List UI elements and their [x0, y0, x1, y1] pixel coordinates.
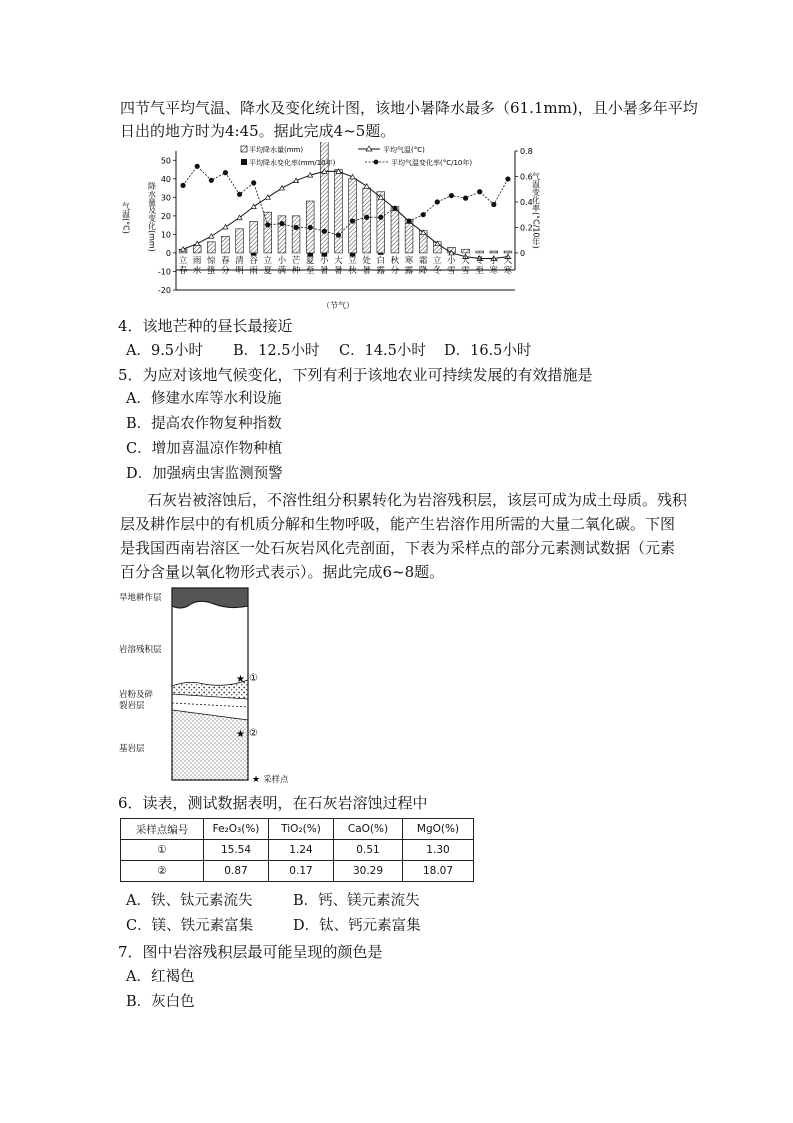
q4-option-c[interactable]: C．14.5小时 [339, 343, 426, 359]
q6-option-c[interactable]: C．镁、铁元素富集 [126, 918, 254, 934]
right-tick-label: 0.4 [520, 197, 533, 207]
rain-bar [349, 179, 357, 253]
sample-star-1: ★ [236, 674, 245, 685]
x-category-label: 小寒 [489, 255, 499, 276]
x-category-label: 雨水 [192, 255, 202, 276]
x-category-label: 寒露 [404, 255, 414, 276]
right-tick-label: 0 [520, 248, 526, 258]
rain-bar [504, 251, 512, 253]
rain-bar [292, 216, 300, 253]
rain-bar [207, 242, 215, 253]
legend-rain-rate: 平均降水变化率(mm/10年) [249, 159, 336, 167]
x-category-label: 清明 [235, 255, 244, 276]
q6-option-b[interactable]: B．钙、镁元素流失 [293, 893, 420, 909]
table-header: CaO(%) [334, 819, 403, 840]
table-cell: 1.24 [269, 840, 334, 861]
passage-line-1: 石灰岩被溶蚀后，不溶性组分积累转化为岩溶残积层，该层可成为成土母质。残积 [147, 491, 688, 509]
x-category-label: 处暑 [362, 255, 371, 276]
x-category-label: 大暑 [334, 255, 343, 276]
rain-bar [363, 188, 371, 253]
element-data-table [120, 818, 474, 882]
q6-stem: 6．读表，测试数据表明，在石灰岩溶蚀过程中 [118, 794, 428, 812]
passage-line-2: 层及耕作层中的有机质分解和生物呼吸，能产生岩溶作用所需的大量二氧化碳。下图 [120, 515, 676, 533]
x-category-label: 立冬 [433, 255, 442, 276]
temp-rate-point [392, 206, 397, 211]
left-tick-label: 50 [160, 156, 171, 166]
legend-rain: 平均降水量(mm) [249, 146, 304, 154]
table-cell: 0.17 [269, 861, 334, 882]
x-category-label: 小暑 [320, 255, 329, 276]
table-header: TiO₂(%) [269, 819, 334, 840]
legend-temp-rate: 平均气温变化率(°C/10年) [391, 159, 473, 167]
x-category-label: 立春 [178, 255, 188, 276]
y-right-label: 气温变化率(°C/10年) [531, 172, 541, 249]
temp-rate-point [336, 232, 341, 237]
x-category-label: 夏至 [305, 255, 315, 276]
x-category-label: 立秋 [348, 255, 357, 276]
temp-rate-point [251, 180, 256, 185]
label-residual: 岩溶残积层 [119, 645, 162, 655]
rain-bar [250, 221, 258, 253]
rain-bar [222, 236, 230, 253]
q4-option-a[interactable]: A．9.5小时 [126, 343, 204, 359]
legend-rain-rate-swatch [241, 159, 247, 165]
temp-rate-point [364, 215, 369, 220]
left-tick-label: 10 [160, 230, 171, 240]
bedrock-layer [172, 710, 248, 780]
q5-option-b[interactable]: B．提高农作物复种指数 [126, 416, 282, 432]
temp-rate-point [449, 193, 454, 198]
left-tick-label: 20 [160, 211, 171, 221]
rain-bar [335, 170, 343, 253]
temp-rate-point [477, 189, 482, 194]
rain-bar [405, 220, 413, 253]
q4-stem: 4．该地芒种的昼长最接近 [118, 317, 293, 335]
rain-bar [264, 212, 272, 253]
label-tillage: 旱地耕作层 [119, 593, 162, 603]
table-header: MgO(%) [403, 819, 474, 840]
passage-line-3: 是我国西南岩溶区一处石灰岩风化壳剖面，下表为采样点的部分元素测试数据（元素 [120, 539, 676, 557]
x-category-label: 冬至 [475, 255, 484, 276]
q5-option-d[interactable]: D．加强病虫害监测预警 [126, 466, 283, 482]
q4-option-b[interactable]: B．12.5小时 [233, 343, 320, 359]
q6-option-d[interactable]: D．钛、钙元素富集 [293, 918, 421, 934]
temp-rate-point [180, 183, 185, 188]
q7-option-b[interactable]: B．灰白色 [126, 994, 195, 1010]
y-left-label: 气温(°C) [121, 202, 131, 234]
x-axis-label: （节气） [322, 301, 354, 310]
x-category-label: 小满 [277, 255, 287, 276]
rain-bar [476, 251, 484, 253]
table-cell: 18.07 [403, 861, 474, 882]
q6-option-a[interactable]: A．铁、钛元素流失 [126, 893, 253, 909]
temp-rate-point [308, 225, 313, 230]
sample-label-2: ② [249, 728, 258, 739]
left-tick-label: 0 [165, 248, 171, 258]
weathering-profile-diagram [118, 586, 298, 786]
rain-bar [377, 192, 385, 253]
table-cell: ① [121, 840, 204, 861]
q5-option-c[interactable]: C．增加喜温凉作物种植 [126, 441, 283, 457]
x-category-label: 谷雨 [249, 255, 258, 276]
sample-star-2: ★ [236, 729, 245, 740]
temp-rate-point [406, 218, 411, 223]
y-left-label-2: 降水量及变化(mm) [147, 182, 157, 252]
temp-rate-point [350, 218, 355, 223]
x-category-label: 春分 [221, 255, 230, 276]
temp-rate-point [322, 229, 327, 234]
rain-bar [462, 249, 470, 253]
rain-bar [490, 251, 498, 253]
rain-bar [193, 246, 201, 253]
right-tick-label: 0.6 [520, 172, 533, 182]
temp-rate-point [491, 202, 496, 207]
left-tick-label: 40 [160, 174, 171, 184]
table-header: 采样点编号 [121, 819, 204, 840]
x-category-label: 芒种 [291, 255, 301, 276]
temp-rate-point [421, 212, 426, 217]
label-powder-1: 岩粉及碎 [119, 690, 154, 700]
x-category-label: 秋分 [390, 255, 400, 276]
q7-stem: 7．图中岩溶残积层最可能呈现的颜色是 [118, 943, 383, 961]
temp-rate-point [265, 222, 270, 227]
x-category-label: 白露 [376, 255, 386, 276]
temp-rate-point [223, 170, 228, 175]
x-category-label: 霜降 [418, 255, 428, 276]
passage-line-4: 百分含量以氧化物形式表示）。据此完成6~8题。 [120, 563, 445, 581]
temp-rate-point [209, 178, 214, 183]
table-header: Fe₂O₃(%) [204, 819, 269, 840]
climate-chart [118, 142, 546, 312]
table-cell: ② [121, 861, 204, 882]
rain-bar [391, 207, 399, 253]
table-cell: 15.54 [204, 840, 269, 861]
label-bedrock: 基岩层 [119, 744, 145, 754]
temp-rate-point [195, 164, 200, 169]
table-row [121, 840, 474, 861]
rain-rate-bar [378, 253, 384, 255]
intro-line-2: 日出的地方时为4:45。据此完成4~5题。 [120, 122, 396, 140]
x-category-label: 惊蛰 [207, 255, 216, 276]
rain-bar [236, 229, 244, 253]
x-category-label: 大寒 [503, 255, 513, 276]
q7-option-a[interactable]: A．红褐色 [126, 969, 195, 985]
right-tick-label: 0.2 [520, 223, 533, 233]
q5-stem: 5．为应对该地气候变化，下列有利于该地农业可持续发展的有效措施是 [118, 366, 593, 384]
table-cell: 0.51 [334, 840, 403, 861]
table-cell: 1.30 [403, 840, 474, 861]
q4-option-d[interactable]: D．16.5小时 [444, 343, 532, 359]
left-tick-label: 30 [160, 193, 171, 203]
temp-rate-point [463, 196, 468, 201]
sample-label-1: ① [249, 673, 258, 684]
temp-rate-point [435, 199, 440, 204]
temp-rate-point [505, 176, 510, 181]
table-cell: 30.29 [334, 861, 403, 882]
x-category-label: 小雪 [447, 255, 456, 276]
sample-legend-label: 采样点 [263, 775, 289, 785]
table-cell: 0.87 [204, 861, 269, 882]
left-tick-label: -10 [157, 267, 171, 277]
label-powder-2: 裂岩层 [119, 701, 145, 711]
temp-rate-point [279, 221, 284, 226]
intro-line-1: 四节气平均气温、降水及变化统计图，该地小暑降水最多（61.1mm)，且小暑多年平均 [120, 99, 698, 117]
q5-option-a[interactable]: A．修建水库等水利设施 [126, 391, 282, 407]
right-tick-label: 0.8 [520, 147, 533, 156]
x-category-label: 大雪 [461, 255, 470, 276]
legend-temp-rate-marker [374, 160, 379, 165]
legend-temp: 平均气温(°C) [383, 146, 425, 154]
x-category-label: 立夏 [263, 255, 273, 276]
temp-rate-point [378, 215, 383, 220]
left-tick-label: -20 [157, 286, 171, 295]
temp-rate-point [293, 225, 298, 230]
temp-rate-point [237, 192, 242, 197]
table-row [121, 861, 474, 882]
sample-legend-star: ★ [252, 775, 261, 785]
